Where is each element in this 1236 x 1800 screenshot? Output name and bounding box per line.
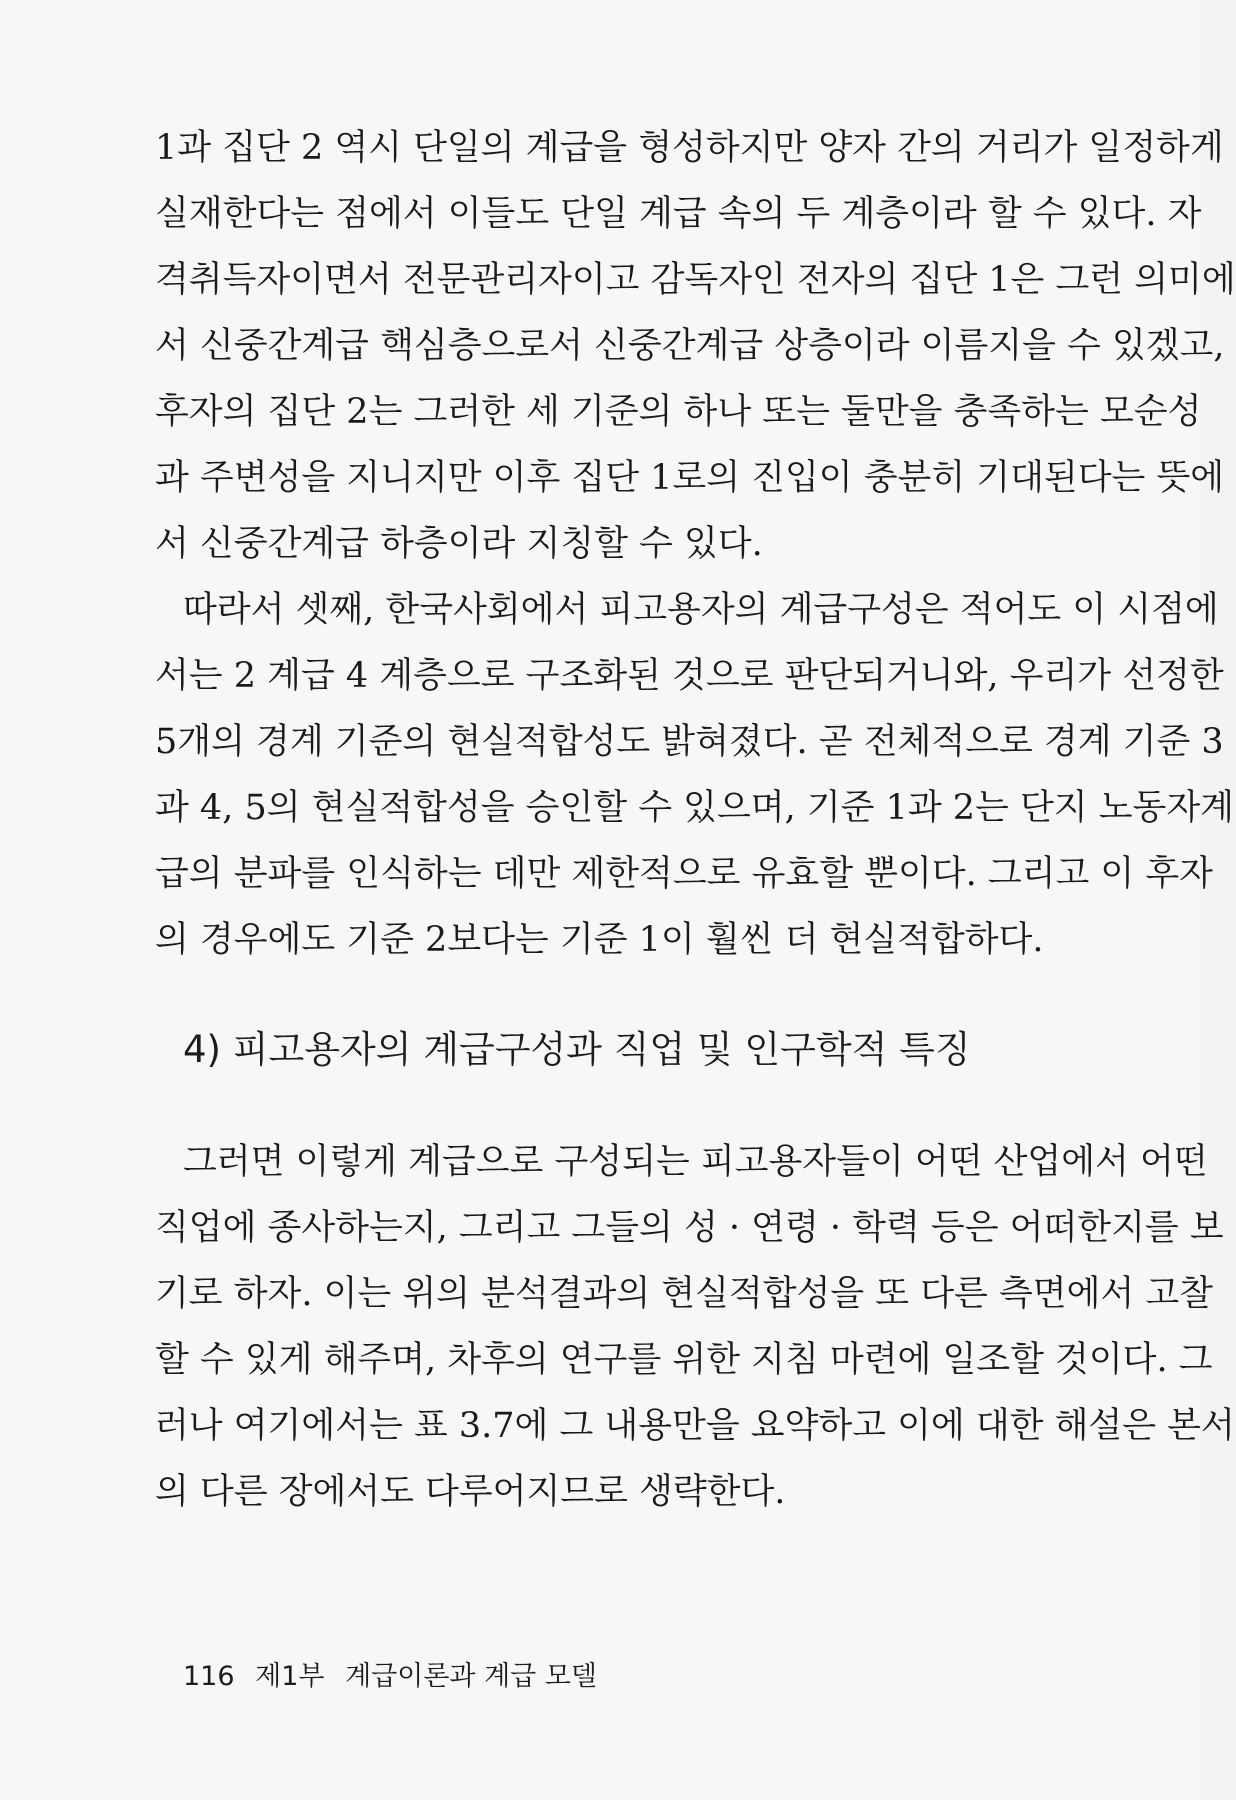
part-label: 제1부 [255, 1661, 325, 1692]
text-line: 실재한다는 점에서 이들도 단일 계급 속의 두 계층이라 할 수 있다. 자 [155, 194, 1202, 234]
text-line: 직업에 종사하는지, 그리고 그들의 성 · 연령 · 학력 등은 어떠한지를 보 [155, 1208, 1224, 1248]
text-line: 급의 분파를 인식하는 데만 제한적으로 유효할 뿐이다. 그리고 이 후자 [155, 854, 1213, 894]
section-heading: 4) 피고용자의 계급구성과 직업 및 인구학적 특징 [183, 1028, 971, 1071]
text-line: 의 다른 장에서도 다루어지므로 생략한다. [155, 1472, 786, 1512]
text-line: 과 4, 5의 현실적합성을 승인할 수 있으며, 기준 1과 2는 단지 노동자계 [155, 788, 1234, 828]
part-title: 계급이론과 계급 모델 [345, 1661, 597, 1692]
text-line: 기로 하자. 이는 위의 분석결과의 현실적합성을 또 다른 측면에서 고찰 [155, 1274, 1213, 1314]
text-line: 5개의 경계 기준의 현실적합성도 밝혀졌다. 곧 전체적으로 경계 기준 3 [155, 722, 1224, 762]
page-footer [183, 1660, 597, 1694]
text-line: 서 신중간계급 하층이라 지칭할 수 있다. [155, 524, 763, 564]
text-line: 과 주변성을 지니지만 이후 집단 1로의 진입이 충분히 기대된다는 뜻에 [155, 458, 1225, 498]
page-number: 116 [183, 1661, 235, 1692]
text-line: 격취득자이면서 전문관리자이고 감독자인 전자의 집단 1은 그런 의미에 [155, 260, 1236, 300]
text-line: 러나 여기에서는 표 3.7에 그 내용만을 요약하고 이에 대한 해설은 본서 [155, 1406, 1235, 1446]
text-line: 그러면 이렇게 계급으로 구성되는 피고용자들이 어떤 산업에서 어떤 [183, 1142, 1208, 1182]
text-line: 할 수 있게 해주며, 차후의 연구를 위한 지침 마련에 일조할 것이다. 그 [155, 1340, 1213, 1380]
text-line: 따라서 셋째, 한국사회에서 피고용자의 계급구성은 적어도 이 시점에 [183, 590, 1219, 630]
text-line: 서 신중간계급 핵심층으로서 신중간계급 상층이라 이름지을 수 있겠고, [155, 326, 1225, 366]
text-line: 의 경우에도 기준 2보다는 기준 1이 훨씬 더 현실적합하다. [155, 920, 1044, 960]
text-line: 후자의 집단 2는 그러한 세 기준의 하나 또는 둘만을 충족하는 모순성 [155, 392, 1202, 432]
text-line: 1과 집단 2 역시 단일의 계급을 형성하지만 양자 간의 거리가 일정하게 [155, 128, 1224, 168]
text-line: 서는 2 계급 4 계층으로 구조화된 것으로 판단되거니와, 우리가 선정한 [155, 656, 1224, 696]
